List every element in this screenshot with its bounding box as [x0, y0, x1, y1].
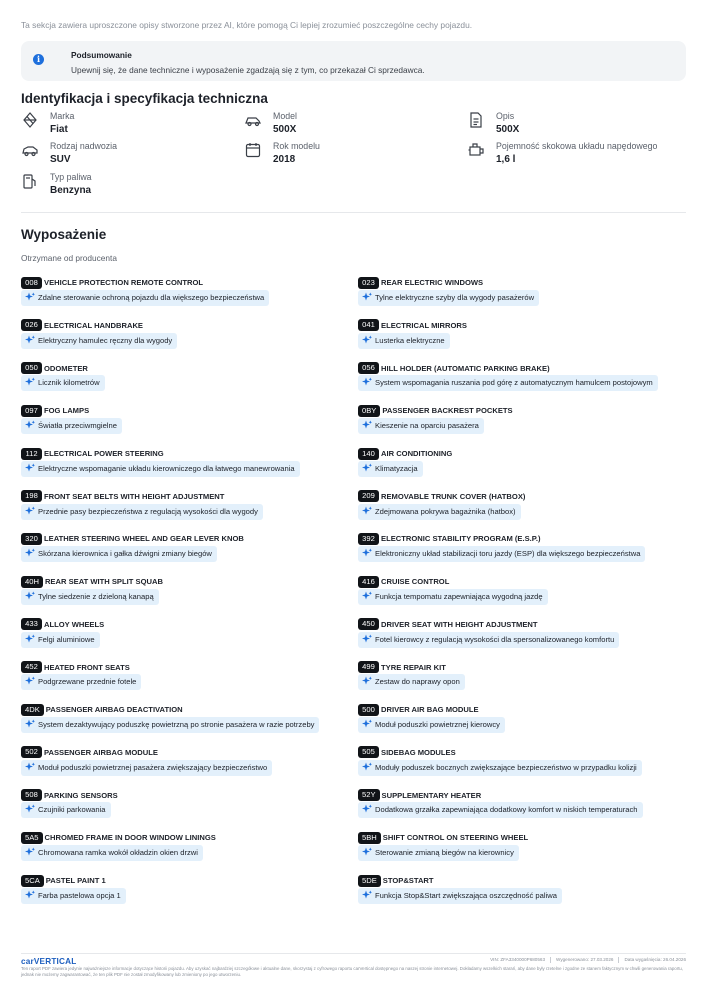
ai-sparkle-icon — [25, 676, 35, 686]
equipment-description-text: Czujniki parkowania — [38, 805, 106, 815]
equipment-header — [21, 658, 130, 671]
equipment-description — [21, 375, 105, 391]
equipment-header — [21, 573, 163, 586]
equipment-code: 450 — [358, 618, 379, 630]
ai-intro-text: Ta sekcja zawiera uproszczone opisy stworzone przez AI, które pomogą Ci lepiej zrozumieć poszczególne cechy pojazdu. — [21, 20, 473, 30]
spec-label: Typ paliwa — [50, 172, 92, 182]
equipment-header — [358, 274, 483, 287]
equipment-name: STOP&START — [382, 876, 434, 886]
ai-sparkle-icon — [25, 890, 35, 900]
equipment-header — [358, 744, 456, 757]
equipment-name: ALLOY WHEELS — [44, 619, 105, 629]
equipment-name: REMOVABLE TRUNK COVER (HATBOX) — [381, 491, 526, 501]
equipment-description — [21, 888, 126, 904]
equipment-description — [21, 504, 263, 520]
equipment-description-text: Elektroniczny układ stabilizacji toru jazdy (ESP) dla większego bezpieczeństwa — [375, 549, 641, 559]
equipment-description-text: Tylne elektryczne szyby dla wygody pasażerów — [375, 293, 535, 302]
equipment-description — [21, 546, 217, 562]
equipment-name: PARKING SENSORS — [44, 790, 118, 800]
equipment-code: 416 — [358, 576, 379, 588]
equipment-code: 40H — [21, 576, 43, 588]
equipment-name: PASTEL PAINT 1 — [45, 876, 106, 886]
equipment-code: 050 — [21, 362, 42, 374]
equipment-source: Otrzymane od producenta — [21, 253, 117, 263]
equipment-header — [358, 530, 540, 543]
equipment-header — [358, 786, 481, 799]
equipment-code: 500 — [358, 704, 379, 716]
ai-sparkle-icon — [362, 548, 372, 558]
equipment-header — [358, 488, 525, 501]
spec-label: Opis — [496, 111, 515, 121]
equipment-description — [358, 888, 562, 904]
equipment-description-text: Moduł poduszki powietrznej pasażera zwiększający bezpieczeństwo — [38, 762, 268, 772]
footer-vin: VIN: ZFA3340000P680563 — [490, 957, 546, 963]
footer-meta — [490, 957, 686, 963]
equipment-description — [21, 461, 300, 477]
spec-value: 1,6 l — [496, 154, 516, 165]
spec-value: Benzyna — [50, 185, 92, 196]
equipment-name: ELECTRONIC STABILITY PROGRAM (E.S.P.) — [381, 534, 541, 544]
equipment-name: SHIFT CONTROL ON STEERING WHEEL — [382, 833, 529, 843]
equipment-description-text: Chromowana ramka wokół okładzin okien drzwi — [38, 848, 198, 858]
spec-label: Model — [273, 111, 297, 121]
ai-sparkle-icon — [362, 804, 372, 814]
equipment-code: 008 — [21, 277, 42, 289]
car-icon — [244, 111, 262, 129]
equipment-description — [358, 589, 548, 605]
equipment-header — [358, 829, 528, 842]
equipment-description — [358, 504, 521, 520]
equipment-code: 52Y — [358, 789, 380, 801]
ai-sparkle-icon — [25, 548, 35, 558]
identification-heading: Identyfikacja i specyfikacja techniczna — [21, 91, 268, 106]
equipment-code: 5BH — [358, 832, 381, 844]
spec-value: SUV — [50, 154, 71, 165]
equipment-description — [21, 333, 177, 349]
equipment-header — [21, 359, 88, 372]
equipment-description-text: Funkcja Stop&Start zwiększająca oszczędność paliwa — [375, 890, 557, 900]
equipment-name: DRIVER AIR BAG MODULE — [381, 705, 479, 715]
ai-sparkle-icon — [25, 292, 35, 302]
equipment-description-text: Zdejmowana pokrywa bagażnika (hatbox) — [375, 506, 516, 516]
equipment-header — [358, 872, 434, 885]
equipment-description — [21, 290, 269, 306]
summary-banner — [21, 41, 686, 81]
equipment-code: 452 — [21, 661, 42, 673]
equipment-header — [21, 274, 203, 287]
equipment-name: FOG LAMPS — [44, 406, 90, 416]
equipment-code: 112 — [21, 448, 42, 460]
equipment-description-text: Moduły poduszek bocznych zwiększające bezpieczeństwo w przypadku kolizji — [375, 762, 637, 772]
ai-sparkle-icon — [362, 890, 372, 900]
ai-sparkle-icon — [25, 335, 35, 345]
equipment-header — [21, 402, 89, 415]
ai-sparkle-icon — [362, 292, 372, 302]
ai-sparkle-icon — [25, 762, 35, 772]
ai-sparkle-icon — [362, 676, 372, 686]
equipment-description-text: Elektryczne wspomaganie układu kierowniczego dla łatwego manewrowania — [38, 463, 295, 473]
equipment-description-text: Lusterka elektryczne — [375, 335, 445, 345]
equipment-code: 097 — [21, 405, 42, 417]
equipment-description — [358, 674, 465, 690]
equipment-description — [358, 760, 642, 776]
ai-sparkle-icon — [362, 762, 372, 772]
equipment-description-text: Funkcja tempomatu zapewniająca wygodną jazdę — [375, 591, 543, 601]
equipment-name: CHROMED FRAME IN DOOR WINDOW LININGS — [44, 833, 216, 843]
ai-sparkle-icon — [25, 420, 35, 430]
equipment-header — [21, 530, 244, 543]
ai-sparkle-icon — [362, 591, 372, 601]
spec-label: Rok modelu — [273, 141, 320, 151]
equipment-description-text: Skórzana kierownica i gałka dźwigni zmiany biegów — [38, 549, 212, 559]
footer-disclaimer: Ten raport PDF zawiera jedynie najważniejsze informacje dotyczące historii pojazdu. Aby uzyskać najbardziej szczegółowe i aktualne dane, skorzystaj z cyfrowego raportu carVertical dostępnego na naszej stronie internetowej. Dokładamy wszelkich starań, aby dane były rzetelne i zgodne ze stanem faktycznym w chwili generowania raportu, jednak nie możemy zagwarantować, że ten plik PDF nie został zmodyfikowany lub zmieniony po jego utworzeniu. — [21, 966, 684, 978]
equipment-header — [358, 616, 538, 629]
equipment-name: DRIVER SEAT WITH HEIGHT ADJUSTMENT — [381, 619, 538, 629]
equipment-heading: Wyposażenie — [21, 227, 107, 242]
ai-sparkle-icon — [362, 463, 372, 473]
equipment-header — [21, 701, 183, 714]
equipment-header — [358, 402, 513, 415]
ai-sparkle-icon — [362, 377, 372, 387]
equipment-description — [358, 717, 505, 733]
equipment-name: VEHICLE PROTECTION REMOTE CONTROL — [44, 278, 204, 288]
equipment-description — [358, 375, 658, 391]
equipment-header — [358, 573, 449, 586]
equipment-description-text: Felgi aluminiowe — [38, 634, 95, 644]
equipment-code: 198 — [21, 490, 42, 502]
equipment-description-text: Zestaw do naprawy opon — [375, 677, 460, 687]
carvertical-logo: carVERTICAL — [21, 957, 77, 966]
equipment-description — [358, 461, 423, 477]
spec-value: 500X — [273, 124, 297, 135]
equipment-header — [358, 658, 446, 671]
equipment-name: REAR SEAT WITH SPLIT SQUAB — [44, 577, 163, 587]
equipment-description — [21, 589, 159, 605]
document-icon — [467, 111, 485, 129]
equipment-description-text: Elektryczny hamulec ręczny dla wygody — [38, 335, 173, 345]
section-divider — [21, 212, 686, 213]
equipment-description-text: System dezaktywujący poduszkę powietrzną po stronie pasażera w razie potrzeby — [38, 720, 315, 729]
equipment-description-text: Sterowanie zmianą biegów na kierownicy — [375, 848, 514, 858]
equipment-name: LEATHER STEERING WHEEL AND GEAR LEVER KNOB — [44, 534, 244, 544]
equipment-description — [358, 290, 539, 306]
calendar-icon — [244, 141, 262, 159]
spec-label: Pojemność skokowa układu napędowego — [496, 141, 658, 151]
summary-title: Podsumowanie — [71, 50, 132, 60]
equipment-header — [21, 488, 224, 501]
equipment-code: 5CA — [21, 875, 44, 887]
equipment-description-text: Światła przeciwmgielne — [38, 421, 117, 431]
equipment-name: AIR CONDITIONING — [381, 449, 453, 459]
ai-sparkle-icon — [25, 591, 35, 601]
equipment-code: 023 — [358, 277, 379, 289]
equipment-description — [21, 717, 319, 733]
equipment-name: SIDEBAG MODULES — [381, 747, 456, 757]
spec-label: Marka — [50, 111, 75, 121]
equipment-description-text: Zdalne sterowanie ochroną pojazdu dla większego bezpieczeństwa — [38, 293, 265, 302]
equipment-description — [358, 845, 519, 861]
ai-sparkle-icon — [362, 634, 372, 644]
equipment-name: ELECTRICAL HANDBRAKE — [44, 320, 144, 330]
equipment-code: 499 — [358, 661, 379, 673]
equipment-header — [21, 445, 164, 458]
equipment-code: 026 — [21, 319, 42, 331]
equipment-name: ODOMETER — [44, 363, 88, 373]
fuel-pump-icon — [21, 172, 39, 190]
spec-value: 500X — [496, 124, 520, 135]
ai-sparkle-icon — [25, 506, 35, 516]
equipment-name: HEATED FRONT SEATS — [44, 662, 130, 672]
equipment-description-text: Moduł poduszki powietrznej kierowcy — [375, 720, 500, 729]
equipment-description — [21, 760, 272, 776]
equipment-description — [358, 632, 619, 648]
equipment-header — [358, 445, 452, 458]
ai-sparkle-icon — [25, 804, 35, 814]
ai-sparkle-icon — [25, 377, 35, 387]
footer-divider — [21, 953, 686, 954]
equipment-description — [21, 632, 100, 648]
equipment-name: ELECTRICAL POWER STEERING — [44, 449, 164, 459]
ai-sparkle-icon — [362, 719, 372, 729]
equipment-name: REAR ELECTRIC WINDOWS — [381, 278, 484, 288]
equipment-description-text: Klimatyzacja — [375, 463, 418, 473]
equipment-header — [21, 616, 104, 629]
equipment-code: 433 — [21, 618, 42, 630]
equipment-header — [358, 359, 550, 372]
equipment-description — [21, 802, 111, 818]
equipment-header — [21, 786, 118, 799]
equipment-code: 140 — [358, 448, 379, 460]
equipment-name: ELECTRICAL MIRRORS — [381, 320, 467, 330]
spec-label: Rodzaj nadwozia — [50, 141, 117, 151]
equipment-description — [21, 845, 203, 861]
equipment-name: FRONT SEAT BELTS WITH HEIGHT ADJUSTMENT — [44, 491, 225, 501]
equipment-description — [358, 546, 645, 562]
equipment-description-text: Tylne siedzenie z dzieloną kanapą — [38, 591, 154, 601]
ai-sparkle-icon — [362, 847, 372, 857]
equipment-header — [21, 872, 106, 885]
ai-sparkle-icon — [25, 719, 35, 729]
equipment-code: 505 — [358, 746, 379, 758]
ai-sparkle-icon — [362, 506, 372, 516]
ai-sparkle-icon — [362, 335, 372, 345]
equipment-description-text: Licznik kilometrów — [38, 378, 100, 388]
equipment-description-text: Farba pastelowa opcja 1 — [38, 890, 121, 900]
equipment-description-text: Dodatkowa grzałka zapewniająca dodatkowy komfort w niskich temperaturach — [375, 805, 638, 815]
equipment-code: 502 — [21, 746, 42, 758]
equipment-name: CRUISE CONTROL — [381, 577, 450, 587]
equipment-header — [21, 829, 216, 842]
summary-text: Upewnij się, że dane techniczne i wyposażenie zgadzają się z tym, co przekazał Ci sprzedawca. — [71, 65, 425, 75]
equipment-code: 320 — [21, 533, 42, 545]
equipment-name: PASSENGER AIRBAG DEACTIVATION — [45, 705, 183, 715]
ai-sparkle-icon — [25, 463, 35, 473]
equipment-header — [358, 317, 467, 330]
ai-sparkle-icon — [25, 634, 35, 644]
equipment-code: 4DK — [21, 704, 44, 716]
info-icon: i — [33, 54, 44, 65]
equipment-code: 056 — [358, 362, 379, 374]
equipment-header — [21, 317, 143, 330]
engine-icon — [467, 141, 485, 159]
equipment-description-text: System wspomagania ruszania pod górę z automatycznym hamulcem postojowym — [375, 378, 653, 388]
equipment-description — [21, 674, 141, 690]
car-body-icon — [21, 141, 39, 159]
equipment-description-text: Podgrzewane przednie fotele — [38, 677, 137, 687]
equipment-description — [358, 333, 450, 349]
equipment-name: TYRE REPAIR KIT — [381, 662, 446, 672]
equipment-code: 508 — [21, 789, 42, 801]
equipment-name: HILL HOLDER (AUTOMATIC PARKING BRAKE) — [381, 363, 550, 373]
equipment-code: 392 — [358, 533, 379, 545]
equipment-description-text: Fotel kierowcy z regulacją wysokości dla spersonalizowanego komfortu — [375, 634, 615, 644]
equipment-description — [21, 418, 122, 434]
ai-sparkle-icon — [25, 847, 35, 857]
equipment-header — [358, 701, 479, 714]
spec-value: 2018 — [273, 154, 296, 165]
footer-expires: Data wygaśnięcia: 26.04.2026 — [624, 957, 686, 963]
equipment-code: 5A5 — [21, 832, 43, 844]
equipment-description — [358, 802, 643, 818]
equipment-description — [358, 418, 484, 434]
equipment-description-text: Kieszenie na oparciu pasażera — [375, 421, 479, 431]
equipment-name: SUPPLEMENTARY HEATER — [381, 790, 482, 800]
equipment-name: PASSENGER AIRBAG MODULE — [44, 747, 158, 757]
equipment-header — [21, 744, 158, 757]
footer-generated: Wygenerowano: 27.03.2026 — [556, 957, 614, 963]
equipment-code: 5DE — [358, 875, 381, 887]
equipment-code: 041 — [358, 319, 379, 331]
equipment-code: 0BY — [358, 405, 380, 417]
spec-value: Fiat — [50, 124, 68, 135]
equipment-name: PASSENGER BACKREST POCKETS — [382, 406, 513, 416]
equipment-code: 209 — [358, 490, 379, 502]
equipment-description-text: Przednie pasy bezpieczeństwa z regulacją wysokości dla wygody — [38, 506, 258, 516]
ai-sparkle-icon — [362, 420, 372, 430]
brand-icon — [21, 111, 39, 129]
